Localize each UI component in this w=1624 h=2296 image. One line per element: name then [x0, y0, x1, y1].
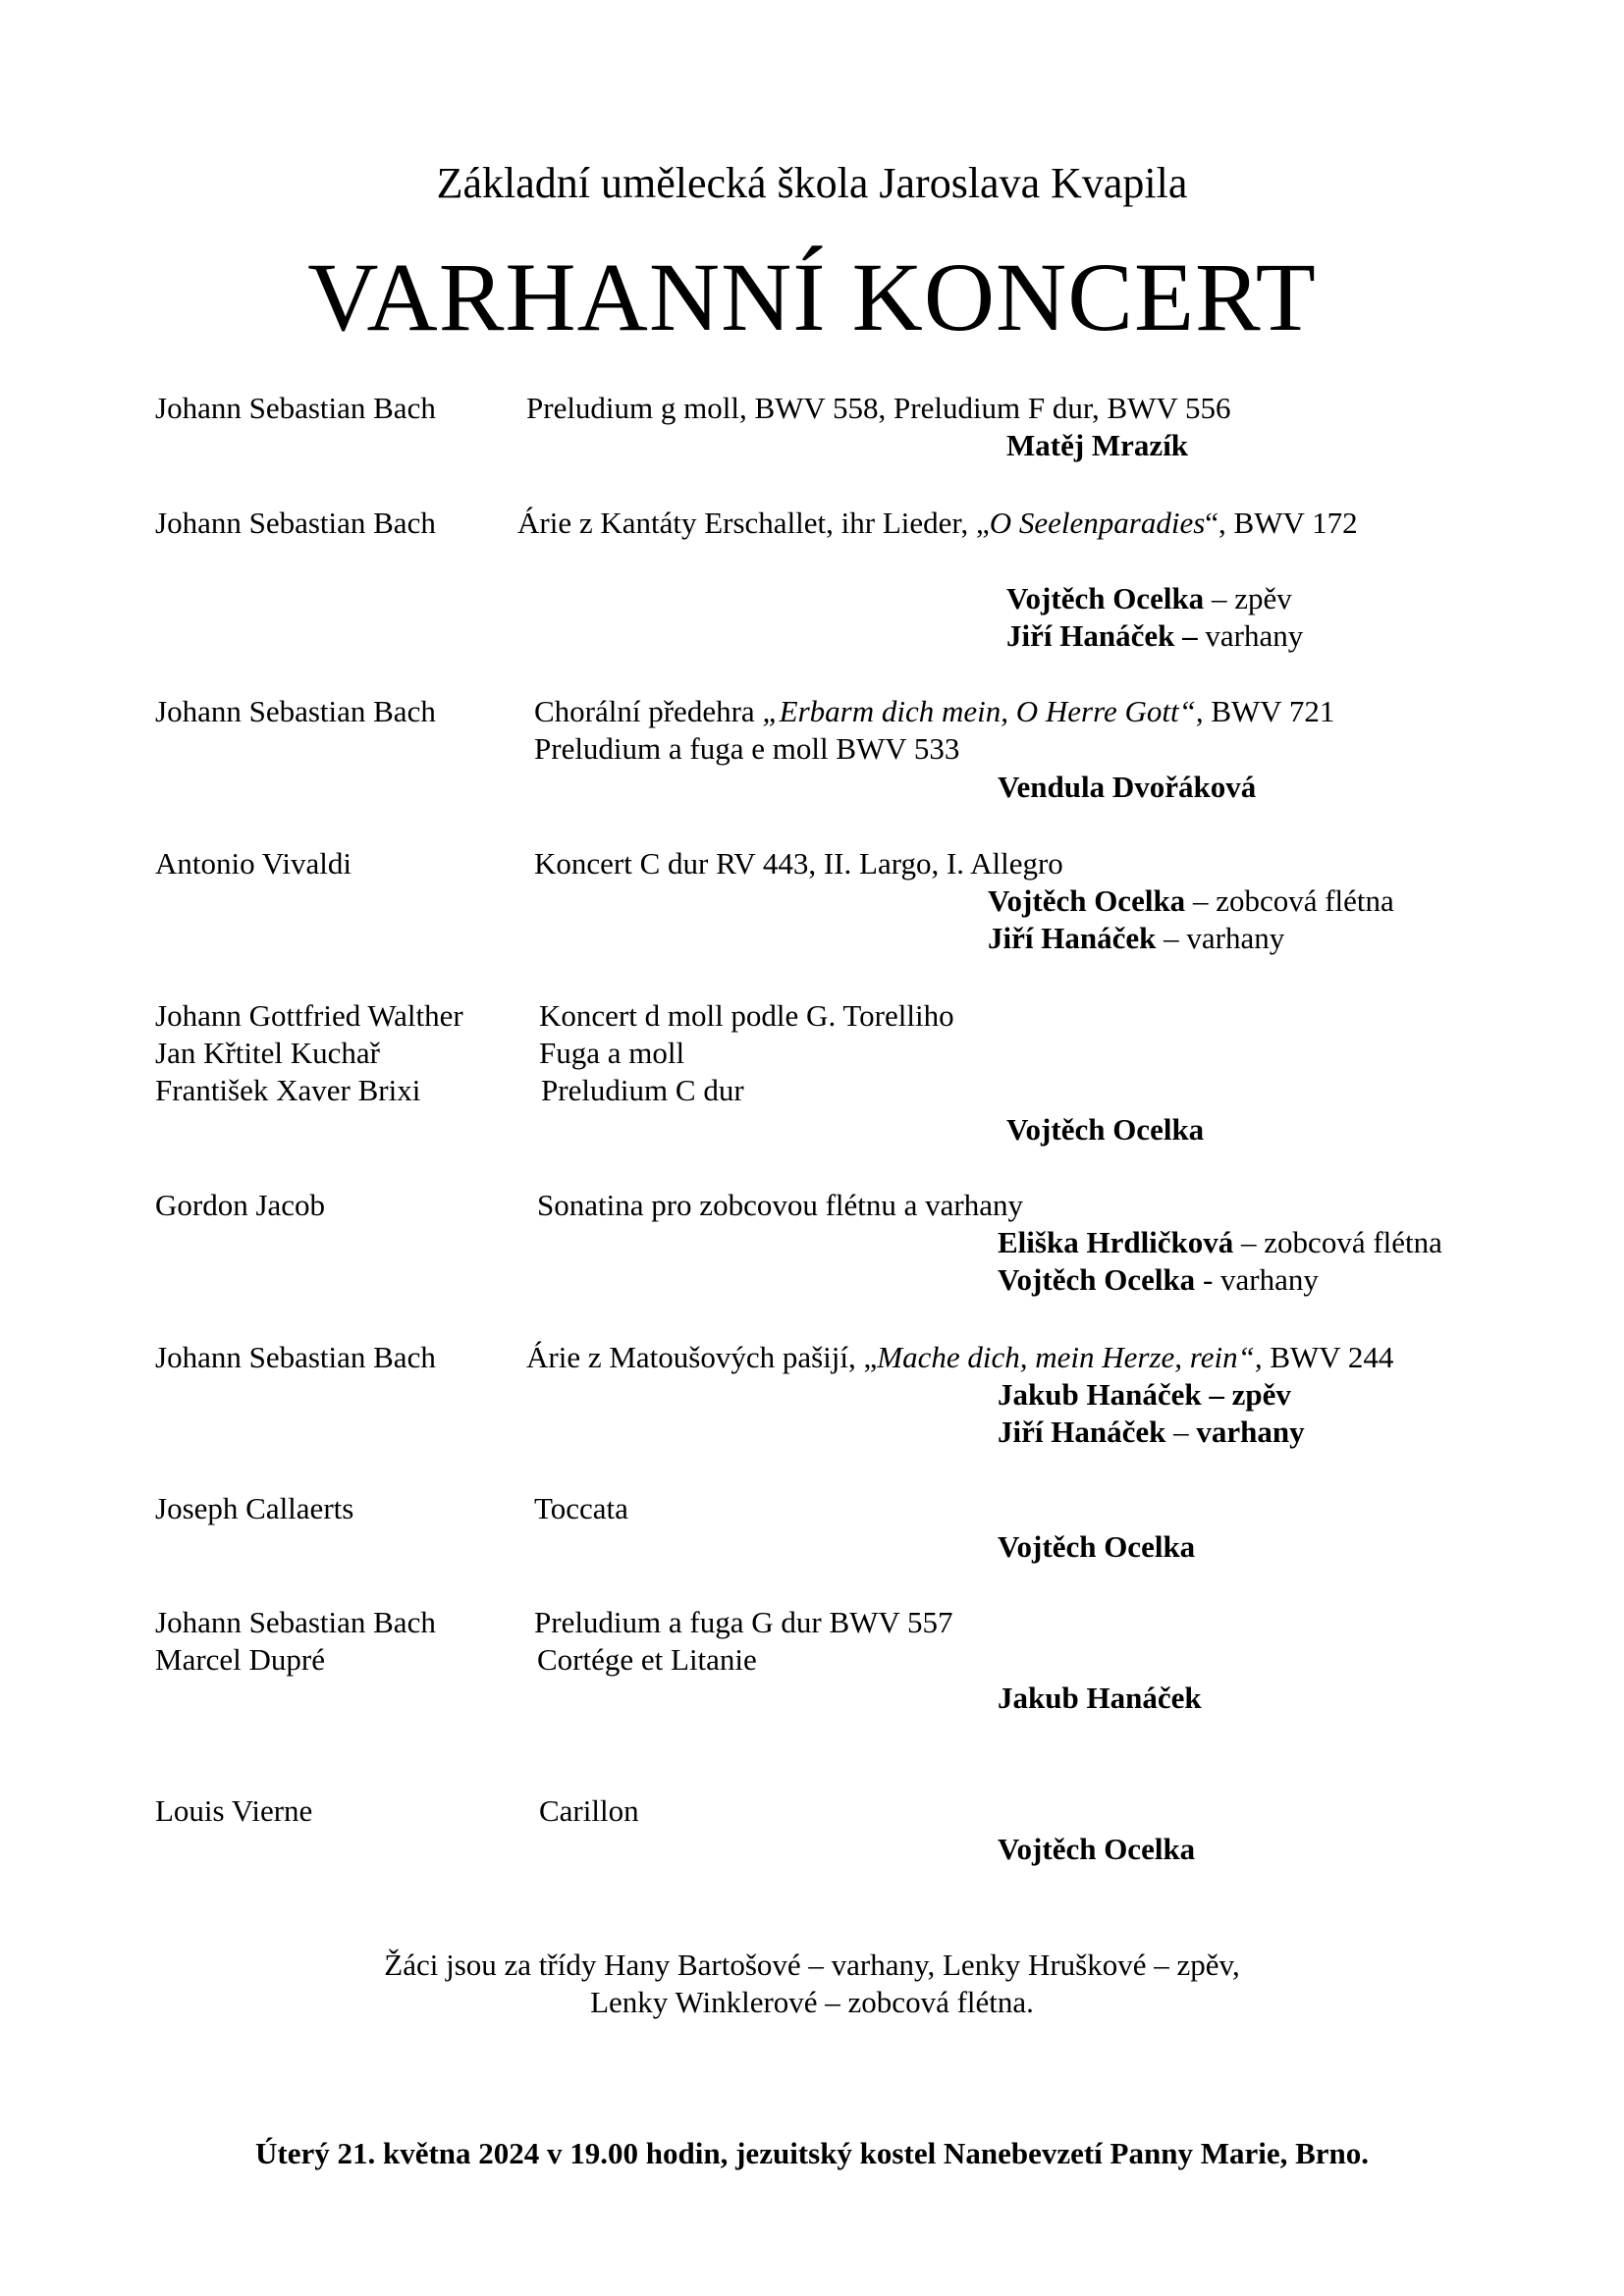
- text-segment: Koncert d moll podle G. Torelliho: [539, 998, 954, 1033]
- text-segment: Árie z Kantáty Erschallet, ihr Lieder, „: [517, 506, 990, 540]
- text-segment: Koncert C dur RV 443, II. Largo, I. Allegro: [534, 846, 1063, 881]
- performer: [988, 920, 1284, 957]
- text-segment: Preludium a fuga G dur BWV 557: [534, 1605, 953, 1639]
- event-date-venue: Úterý 21. května 2024 v 19.00 hodin, jezuitský kostel Nanebevzetí Panny Marie, Brno.: [254, 2136, 1370, 2170]
- text-segment: Preludium g moll, BWV 558, Preludium F dur, BWV 556: [526, 391, 1231, 425]
- text-segment: Toccata: [534, 1491, 628, 1525]
- composer: Marcel Dupré: [155, 1642, 325, 1677]
- work-title: [534, 1490, 628, 1527]
- text-segment: Carillon: [539, 1793, 639, 1828]
- text-segment: Jiří Hanáček: [998, 1415, 1166, 1449]
- text-segment: –: [1165, 1415, 1197, 1449]
- text-segment: varhany: [1196, 1415, 1305, 1449]
- performer: [998, 769, 1256, 806]
- performer: [998, 1224, 1442, 1261]
- work-title: [517, 505, 1358, 542]
- text-segment: Jiří Hanáček: [988, 921, 1157, 955]
- composer: Antonio Vivaldi: [155, 846, 352, 881]
- performer: [998, 1680, 1202, 1717]
- text-segment: Cortége et Litanie: [537, 1642, 757, 1677]
- text-segment: – zobcová flétna: [1185, 883, 1394, 918]
- composer: Jan Křtitel Kuchař: [155, 1036, 380, 1070]
- composer: František Xaver Brixi: [155, 1073, 421, 1107]
- text-segment: “, BWV 172: [1205, 506, 1358, 540]
- work-title: [537, 1641, 757, 1679]
- composer: Louis Vierne: [155, 1793, 313, 1828]
- text-segment: Jakub Hanáček – zpěv: [998, 1377, 1291, 1412]
- composer: Johann Gottfried Walther: [155, 998, 463, 1033]
- work-title: [534, 730, 959, 768]
- performer: [1006, 1111, 1204, 1148]
- text-segment: Vojtěch Ocelka: [998, 1529, 1196, 1564]
- text-segment: Vojtěch Ocelka: [1006, 1112, 1205, 1147]
- school-name: Základní umělecká škola Jaroslava Kvapila: [436, 159, 1188, 207]
- text-segment: Preludium a fuga e moll BWV 533: [534, 731, 960, 766]
- performer: [998, 1261, 1319, 1299]
- text-segment: – varhany: [1156, 921, 1285, 955]
- composer: Johann Sebastian Bach: [155, 694, 436, 728]
- text-segment: varhany: [1197, 618, 1304, 653]
- work-title: [541, 1072, 744, 1109]
- composer: Johann Sebastian Bach: [155, 506, 436, 540]
- text-segment: – zpěv: [1204, 581, 1292, 615]
- text-segment: Vojtěch Ocelka: [1006, 581, 1205, 615]
- work-title: [534, 1604, 952, 1641]
- work-title: [539, 997, 954, 1035]
- composer: Gordon Jacob: [155, 1188, 326, 1222]
- text-segment: Fuga a moll: [539, 1036, 685, 1070]
- performer: [1006, 580, 1292, 617]
- text-segment: Vojtěch Ocelka: [988, 883, 1186, 918]
- text-segment: Jakub Hanáček: [998, 1681, 1202, 1715]
- text-segment: Vojtěch Ocelka: [998, 1262, 1196, 1297]
- concert-title: VARHANNÍ KONCERT: [307, 242, 1317, 351]
- work-title: [539, 1035, 684, 1072]
- text-segment: „Erbarm dich mein, O Herre Gott“,: [762, 694, 1204, 728]
- composer: Johann Sebastian Bach: [155, 1340, 436, 1374]
- composer: Joseph Callaerts: [155, 1491, 354, 1525]
- text-segment: Eliška Hrdličková: [998, 1225, 1234, 1259]
- text-segment: BWV 721: [1203, 694, 1335, 728]
- text-segment: - varhany: [1195, 1262, 1319, 1297]
- work-title: [534, 693, 1334, 730]
- work-title: [539, 1792, 639, 1830]
- composer: Johann Sebastian Bach: [155, 1605, 436, 1639]
- text-segment: Mache dich, mein Herze, rein“,: [877, 1340, 1263, 1374]
- text-segment: Vendula Dvořáková: [998, 770, 1257, 804]
- text-segment: Sonatina pro zobcovou flétnu a varhany: [537, 1188, 1023, 1222]
- performer: [998, 1528, 1195, 1566]
- text-segment: Árie z Matoušových pašijí, „: [526, 1340, 878, 1374]
- text-segment: – zobcová flétna: [1233, 1225, 1442, 1259]
- work-title: [534, 845, 1063, 882]
- teachers-note-line-1: Žáci jsou za třídy Hany Bartošové – varhany, Lenky Hruškové – zpěv,: [384, 1948, 1240, 1982]
- performer: [998, 1414, 1305, 1451]
- performer: [998, 1831, 1195, 1868]
- text-segment: BWV 244: [1262, 1340, 1394, 1374]
- text-segment: Vojtěch Ocelka: [998, 1832, 1196, 1866]
- work-title: [526, 390, 1231, 427]
- composer: Johann Sebastian Bach: [155, 391, 436, 425]
- text-segment: O Seelenparadies: [989, 506, 1206, 540]
- text-segment: Matěj Mrazík: [1006, 428, 1189, 462]
- performer: [998, 1376, 1291, 1414]
- teachers-note-line-2: Lenky Winklerové – zobcová flétna.: [590, 1985, 1034, 2019]
- text-segment: Chorální předehra: [534, 694, 763, 728]
- text-segment: Preludium C dur: [541, 1073, 744, 1107]
- work-title: [526, 1339, 1393, 1376]
- text-segment: Jiří Hanáček –: [1006, 618, 1198, 653]
- performer: [1006, 427, 1188, 464]
- performer: [988, 882, 1394, 920]
- work-title: [537, 1187, 1023, 1224]
- performer: [1006, 617, 1303, 655]
